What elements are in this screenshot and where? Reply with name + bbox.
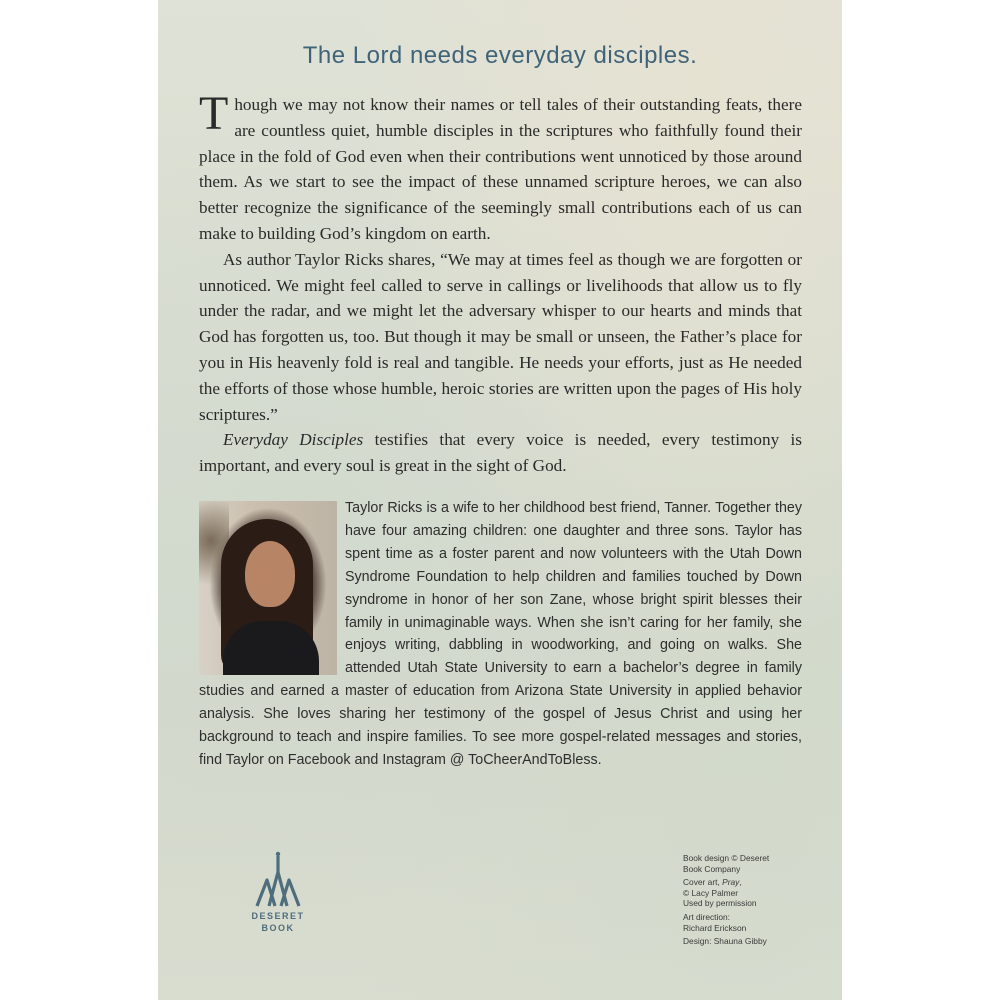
- author-bio-text: Taylor Ricks is a wife to her childhood best friend, Tanner. Together they have four amazing children: one daughter and three sons. Taylor has spent time as a foster parent and now volunteers with the Utah Down Syndrome Foundation to help children and families touched by Down syndrome in honor of her son Zane, whose bright spirit blesses their family in unimaginable ways. When she isn’t caring for her family, she enjoys writing, dabbling in woodworking, and going on walks. She attended Utah State University to earn a bachelor’s degree in family studies and earned a master of education from Arizona State University in applied behavior analysis. She loves sharing her testimony of the gospel of Jesus Christ and using her background to teach and inspire families. To see more gospel-related messages and stories, find Taylor on Facebook and Instagram @ ToCheerAndToBless.: [199, 500, 802, 768]
- paragraph-3: [199, 427, 802, 479]
- logo-text-book: BOOK: [261, 923, 295, 933]
- author-bio: [199, 497, 802, 772]
- drop-cap: T: [199, 87, 229, 140]
- back-cover: [158, 0, 842, 1000]
- logo-text-deseret: DESERET: [251, 911, 305, 921]
- deseret-book-logo-icon: [253, 850, 303, 910]
- headline: The Lord needs everyday disciples.: [302, 42, 698, 69]
- author-photo: [199, 501, 337, 675]
- credit-art-direction: Art direction: Richard Erickson: [683, 911, 747, 933]
- paragraph-1: [199, 87, 802, 247]
- publisher-logo: [248, 850, 308, 940]
- paragraph-1-text: hough we may not know their names or tell tales of their outstanding feats, there are countless quiet, humble disciples in the scriptures who faithfully found their place in the fold of God even when their contributions went unnoticed by those around them. As we start to see the impact of these unnamed scripture heroes, we can also better recognize the significance of the seemingly small contributions each of us can make to building God’s kingdom on earth.: [199, 95, 802, 243]
- paragraph-2: As author Taylor Ricks shares, “We may at times feel as though we are forgotten or unnoticed. We might feel called to serve in callings or livelihoods that allow us to fly under the radar, and we might let the adversary whisper to our hearts and minds that God has forgotten us, too. But though it may be small or unseen, the Father’s place for you in His heavenly fold is real and tangible. He needs your efforts, just as He needed the efforts of those whose humble, heroic stories are written upon the pages of His holy scriptures.”: [199, 249, 802, 424]
- description-text: [199, 87, 802, 479]
- credits: [683, 853, 803, 950]
- book-title-italic: Everyday Disciples: [223, 430, 364, 450]
- credit-book-design: Book design © Deseret Book Company: [683, 853, 770, 874]
- credit-design: Design: Shauna Gibby: [683, 936, 767, 947]
- paragraph-3-text: testifies that every voice is needed, every testimony is important, and every soul is great in the sight of God.: [199, 430, 802, 476]
- credit-cover-art: Cover art, Pray, © Lacy Palmer Used by permission: [683, 877, 757, 909]
